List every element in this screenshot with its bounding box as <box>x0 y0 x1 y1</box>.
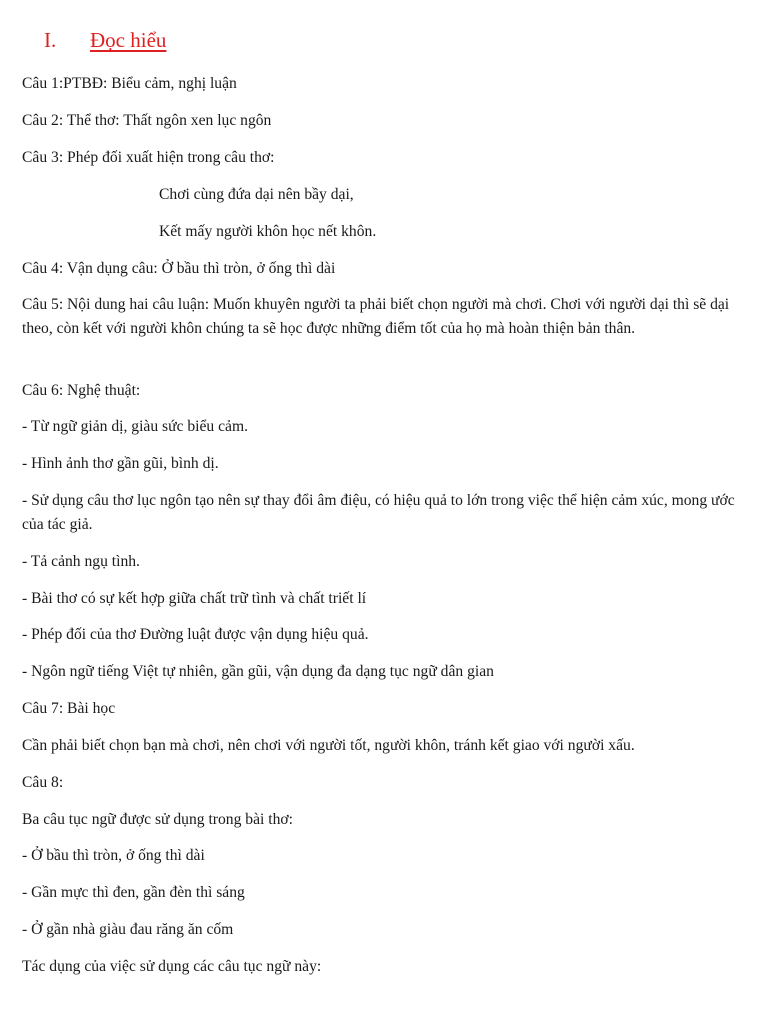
section-number: I. <box>44 28 57 52</box>
lesson-text: Cần phải biết chọn bạn mà chơi, nên chơi với người tốt, người khôn, tránh kết giao với người xấu. <box>22 737 635 754</box>
answer-q8: Câu 8: <box>22 774 64 791</box>
proverb-1: - Ở bầu thì tròn, ở ống thì dài <box>22 847 205 864</box>
answer-q5: Câu 5: Nội dung hai câu luận: Muốn khuyên người ta phải biết chọn người mà chơi. Chơi với người dại thì sẽ dại theo, còn kết với người khôn chúng ta sẽ học được những điểm tốt của họ mà hoàn thiện bản thân. <box>22 296 730 337</box>
proverbs-intro: Ba câu tục ngữ được sử dụng trong bài thơ: <box>22 811 293 828</box>
answer-q1: Câu 1:PTBĐ: Biểu cảm, nghị luận <box>22 75 237 92</box>
answer-q3: Câu 3: Phép đối xuất hiện trong câu thơ: <box>22 149 275 166</box>
answer-q4: Câu 4: Vận dụng câu: Ở bầu thì tròn, ở ống thì dài <box>22 260 336 277</box>
art-item-4: - Tả cảnh ngụ tình. <box>22 553 140 570</box>
section-title: Đọc hiểu <box>90 28 167 52</box>
proverb-2: - Gần mực thì đen, gần đèn thì sáng <box>22 884 245 901</box>
proverb-3: - Ở gần nhà giàu đau răng ăn cốm <box>22 921 234 938</box>
section-heading <box>44 28 166 53</box>
verse-line-1: Chơi cùng đứa dại nên bầy dại, <box>159 186 354 203</box>
effect-heading: Tác dụng của việc sử dụng các câu tục ngữ này: <box>22 958 322 975</box>
art-item-6: - Phép đối của thơ Đường luật được vận dụng hiệu quả. <box>22 626 369 643</box>
answer-q2: Câu 2: Thể thơ: Thất ngôn xen lục ngôn <box>22 112 272 129</box>
art-item-3: - Sử dụng câu thơ lục ngôn tạo nên sự thay đổi âm điệu, có hiệu quả to lớn trong việc thể hiện cảm xúc, mong ước của tác giả. <box>22 492 735 533</box>
answer-q7: Câu 7: Bài học <box>22 700 116 717</box>
art-item-5: - Bài thơ có sự kết hợp giữa chất trữ tình và chất triết lí <box>22 590 367 607</box>
art-item-7: - Ngôn ngữ tiếng Việt tự nhiên, gần gũi, vận dụng đa dạng tục ngữ dân gian <box>22 663 494 680</box>
verse-line-2: Kết mấy người khôn học nết khôn. <box>159 223 377 240</box>
art-item-2: - Hình ảnh thơ gần gũi, bình dị. <box>22 455 219 472</box>
answer-q6: Câu 6: Nghệ thuật: <box>22 382 141 399</box>
art-item-1: - Từ ngữ giản dị, giàu sức biểu cảm. <box>22 418 249 435</box>
